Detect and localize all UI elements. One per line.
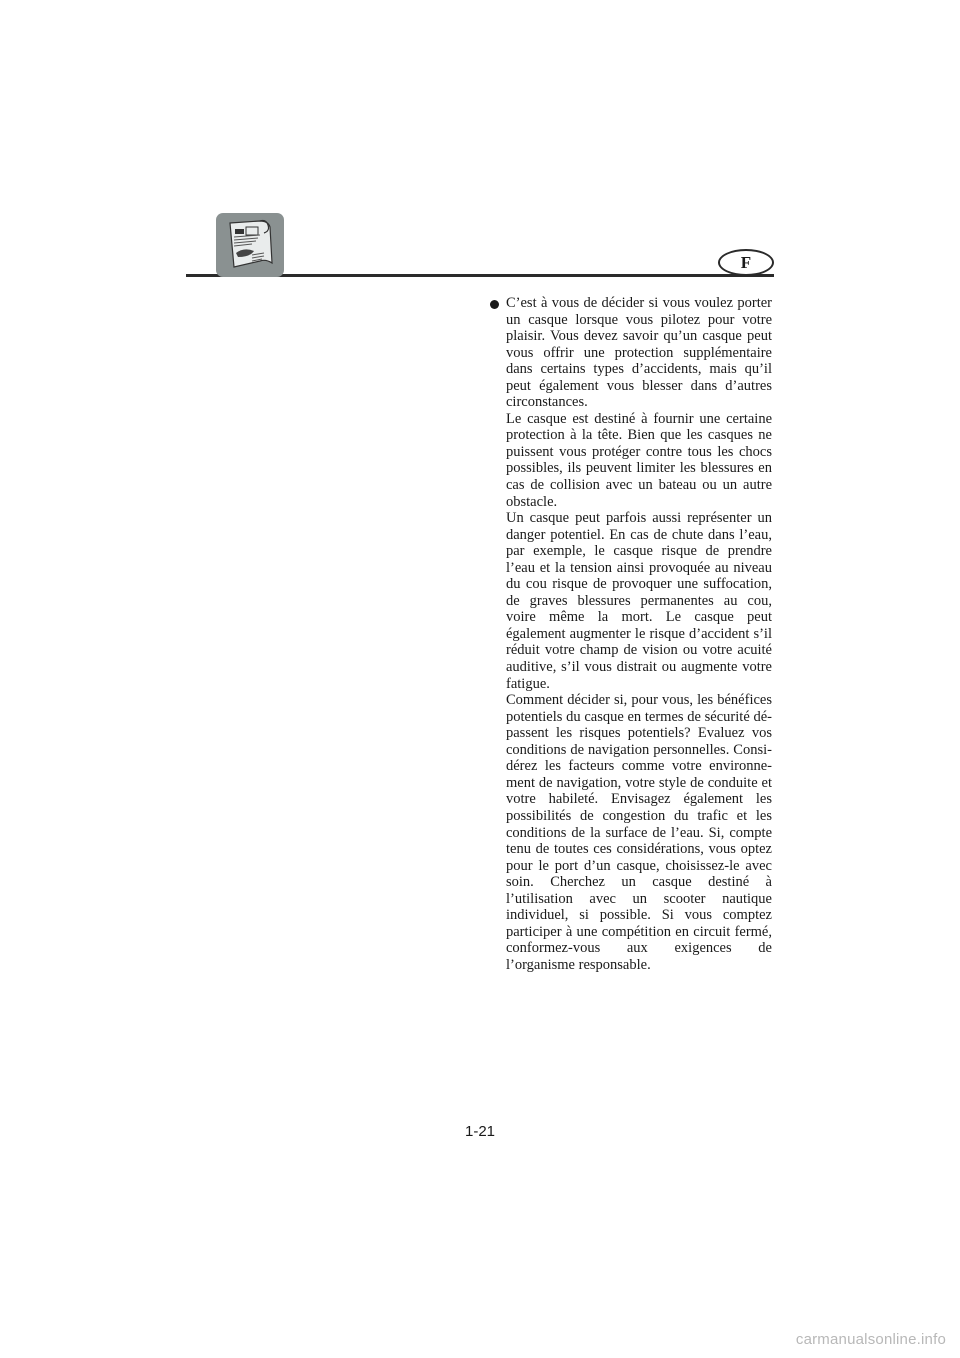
bullet-icon <box>490 300 499 309</box>
page-number: 1-21 <box>464 1123 496 1140</box>
manual-book-icon <box>216 213 284 277</box>
body-text <box>506 295 772 973</box>
paragraph: Un casque peut parfois aussi représenter un danger potentiel. En cas de chute dans l’eau, par exemple, le casque risque de prendre l’eau et la tension ainsi provoquée au niveau du cou risque de provoquer une suffocation, de graves blessures permanentes au cou, voire même la mort. Le casque peut également augmenter le risque d’accident s’il réduit votre champ de vision ou votre acuité auditive, s’il vous distrait ou augmente votre fatigue. <box>506 510 772 692</box>
language-badge: F <box>718 249 774 276</box>
watermark: carmanualsonline.info <box>795 1331 946 1348</box>
paragraph: C’est à vous de décider si vous voulez porter un casque lorsque vous pilotez pour votre plaisir. Vous devez savoir qu’un casque peut vous offrir une protection supplémentaire dans certains types d’accidents, mais qu’il peut également vous blesser dans d’autres circonstances. <box>506 295 772 411</box>
paragraph: Comment décider si, pour vous, les bénéfices potentiels du casque en termes de sécurité dépassent les risques potentiels? Evaluez vos conditions de navigation personnelles. Considérez les facteurs comme votre environnement de navigation, votre style de conduite et votre habileté. Envisagez également les possibilités de congestion du trafic et les conditions de la surface de l’eau. Si, compte tenu de toutes ces considérations, vous optez pour le port d’un casque, choisissez-le avec soin. Cherchez un casque destiné à l’utilisation avec un scooter nautique individuel, si possible. Si vous comptez participer à une compétition en circuit fermé, conformez-vous aux exigences de l’organisme responsable. <box>506 692 772 973</box>
paragraph: Le casque est destiné à fournir une certaine protection à la tête. Bien que les casques ne puissent vous protéger contre tous les chocs possibles, ils peuvent limiter les blessures en cas de collision avec un bateau ou un autre obstacle. <box>506 410 772 510</box>
